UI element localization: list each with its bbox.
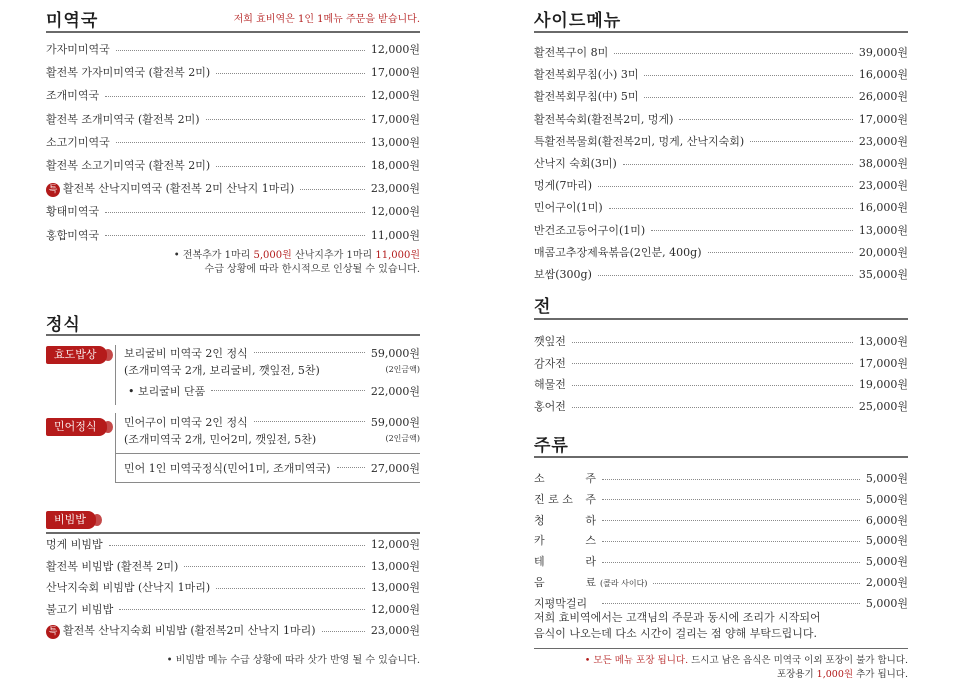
menu-item-label: 산낙지 숙회(3미) (534, 157, 617, 170)
menu-item-price: 12,000원 (370, 538, 420, 551)
menu-item-price: 26,000원 (858, 90, 908, 104)
leader-dots (602, 541, 860, 542)
menu-item-price: 11,000원 (370, 228, 420, 242)
section-rule (534, 648, 908, 649)
menu-item-name (46, 622, 316, 639)
divider (115, 453, 420, 454)
menu-item-label: 가자미미역국 (46, 43, 110, 56)
menu-item-label: 특활전복물회(활전복2미, 멍게, 산낙지숙회) (534, 134, 745, 148)
menu-item (534, 511, 908, 529)
leader-dots (572, 342, 853, 343)
menu-item-name (534, 470, 596, 486)
menu-item-price: 5,000원 (865, 596, 908, 610)
leader-dots (105, 212, 365, 213)
drink-name-part: 료 (585, 576, 596, 589)
menu-item-name (46, 203, 99, 219)
menu-item-price: 12,000원 (370, 43, 420, 56)
set-mineo-single (124, 459, 420, 476)
leader-dots (614, 53, 853, 54)
set-bracket (115, 345, 116, 405)
menu-item-price: 19,000원 (858, 378, 908, 392)
set-hyodo (124, 344, 420, 399)
menu-item-name (46, 601, 113, 617)
menu-item-price: 17,000원 (858, 356, 908, 370)
bibimbap-note: • 비빔밥 메뉴 수급 상황에 따라 삿가 반영 될 수 있습니다. (166, 655, 420, 666)
note-text: • 전복추가 1마리 (173, 250, 254, 261)
drink-name-part: 하 (585, 513, 596, 527)
menu-item (46, 202, 420, 220)
menu-item-price: 5,000원 (865, 555, 908, 569)
miyeokguk-note (46, 249, 420, 277)
menu-item-price: 25,000원 (858, 400, 908, 414)
section-rule (46, 532, 420, 534)
menu-item-label: 매콤고추장제육볶음(2인분, 400g) (534, 245, 702, 259)
menu-item-name (46, 41, 110, 57)
leader-dots (572, 363, 853, 364)
menu-item (534, 65, 908, 83)
menu-item (46, 578, 420, 596)
drink-note: (콜라 사이다) (600, 579, 648, 588)
badge-bibimbap: 비빔밥 (46, 511, 96, 529)
menu-item (534, 43, 908, 61)
menu-item-label: 조개미역국 (46, 89, 100, 103)
menu-item (534, 397, 908, 415)
set-line (124, 361, 420, 378)
leader-dots (119, 609, 365, 610)
badge-mineo-jeongsik: 민어정식 (46, 418, 107, 436)
menu-item-label: 보쌈(300g) (534, 268, 592, 281)
menu-item (534, 154, 908, 172)
menu-item-label: 반건조고등어구이(1미) (534, 223, 646, 237)
section-rule (534, 456, 908, 458)
takeout-notice: • 모든 메뉴 포장 됩니다. (584, 655, 689, 666)
leader-dots (572, 385, 853, 386)
menu-item-label: 활전복구이 8미 (534, 46, 609, 59)
menu-item-name (46, 134, 110, 150)
set-desc: (조개미역국 2개, 보리굴비, 깻잎전, 5찬) (124, 363, 320, 377)
menu-item-name (534, 512, 596, 528)
set-price: 59,000원 (370, 415, 420, 429)
menu-item-name (534, 553, 596, 569)
menu-item-price: 2,000원 (865, 576, 908, 589)
leader-dots (116, 142, 365, 143)
menu-item-name (534, 376, 566, 392)
menu-item-price: 13,000원 (370, 559, 420, 573)
menu-item-name (46, 558, 178, 574)
menu-item-price: 13,000원 (370, 135, 420, 149)
menu-item-price: 16,000원 (858, 201, 908, 215)
leader-dots (105, 235, 365, 236)
menu-item (46, 40, 420, 58)
drink-name-part: 소 (534, 472, 545, 485)
menu-item (46, 557, 420, 575)
section-rule (534, 318, 908, 320)
menu-item-label: 멍게(7마리) (534, 179, 593, 193)
leader-dots (602, 603, 860, 604)
takeout-text: 추가 됩니다. (853, 669, 908, 680)
menu-item-price: 23,000원 (370, 182, 420, 196)
menu-item (534, 176, 908, 194)
menu-item-label: 감자전 (534, 356, 566, 370)
menu-item-name (534, 574, 647, 590)
menu-item-price: 17,000원 (858, 112, 908, 126)
divider (115, 482, 420, 483)
leader-dots (644, 97, 852, 98)
set-desc: (조개미역국 2개, 민어2미, 깻잎전, 5찬) (124, 432, 317, 446)
menu-item-name (534, 133, 744, 149)
menu-item (534, 110, 908, 128)
menu-item-price: 6,000원 (865, 513, 908, 527)
set-name: • 보리굴비 단품 (128, 384, 206, 398)
menu-item-name (534, 491, 596, 507)
menu-item-label: 활전복회무침(中) 5미 (534, 90, 639, 104)
leader-dots (644, 75, 852, 76)
menu-item (46, 86, 420, 104)
leader-dots (598, 275, 853, 276)
leader-dots (322, 631, 365, 632)
menu-item-label: 활전복 산낙지미역국 (활전복 2미 산낙지 1마리) (63, 181, 295, 195)
info-line: 음식이 나오는데 다소 시간이 걸리는 점 양해 부탁드립니다. (534, 627, 817, 640)
menu-item-name (534, 111, 673, 127)
menu-item (534, 490, 908, 508)
menu-item (46, 63, 420, 81)
leader-dots (216, 588, 365, 589)
menu-item-name (534, 155, 617, 171)
menu-item-label: 불고기 비빔밥 (46, 602, 114, 616)
menu-item-price: 38,000원 (858, 157, 908, 170)
menu-item-label: 깻잎전 (534, 335, 566, 348)
menu-item-name (534, 199, 603, 215)
leader-dots (750, 141, 853, 142)
special-mark-icon: 특 (46, 183, 60, 197)
menu-item-price: 5,000원 (865, 534, 908, 548)
menu-item-name (46, 227, 99, 243)
menu-item-label: 활전복회무침(小) 3미 (534, 68, 639, 82)
set-line (124, 459, 420, 476)
menu-item-name (534, 398, 566, 414)
leader-dots (116, 50, 365, 51)
section-rule (534, 31, 908, 33)
menu-item-name (534, 244, 702, 260)
menu-item (46, 600, 420, 618)
menu-item (534, 552, 908, 570)
menu-item-name (46, 579, 210, 595)
container-price: 1,000원 (816, 669, 854, 680)
menu-item (534, 243, 908, 261)
menu-item-label: 활전복 소고기미역국 (활전복 2미) (46, 159, 211, 172)
menu-item-price: 20,000원 (858, 245, 908, 259)
menu-item-price: 23,000원 (858, 179, 908, 193)
leader-dots (602, 499, 860, 500)
section-title-side: 사이드메뉴 (534, 11, 622, 31)
menu-item-label: 해물전 (534, 378, 566, 392)
set-sub: (2인금액) (385, 434, 420, 443)
menu-item-label: 활전복 가자미미역국 (활전복 2미) (46, 66, 211, 80)
menu-item (46, 621, 420, 639)
set-price: 27,000원 (370, 461, 420, 475)
note-price: 5,000원 (253, 250, 292, 261)
set-bracket (115, 413, 116, 483)
leader-dots (623, 164, 853, 165)
set-name: 보리굴비 미역국 2인 정식 (124, 346, 248, 360)
set-name: 민어 1인 미역국정식(민어1미, 조개미역국) (124, 461, 331, 475)
menu-item-price: 35,000원 (858, 268, 908, 281)
menu-item-name (534, 222, 645, 238)
note-text: 수급 상황에 따라 한시적으로 인상될 수 있습니다. (204, 264, 420, 275)
leader-dots (602, 520, 860, 521)
leader-dots (609, 208, 853, 209)
drink-name-part: 주 (585, 492, 596, 506)
menu-item-label: 활전복숙회(활전복2미, 멍게) (534, 112, 674, 126)
menu-item-name (46, 180, 294, 197)
leader-dots (206, 119, 365, 120)
menu-item (534, 469, 908, 487)
menu-item-price: 18,000원 (370, 159, 420, 172)
leader-dots (105, 96, 365, 97)
set-line (124, 430, 420, 447)
menu-item-label: 소고기미역국 (46, 135, 110, 149)
leader-dots (300, 189, 365, 190)
special-mark-icon: 특 (46, 625, 60, 639)
menu-item (534, 265, 908, 283)
leader-dots (211, 390, 365, 391)
info-line: 저희 효비역에서는 고객님의 주문과 동시에 조리가 시작되어 (534, 611, 821, 624)
leader-dots (254, 352, 365, 353)
menu-item (534, 221, 908, 239)
menu-item (534, 354, 908, 372)
leader-dots (679, 119, 852, 120)
drink-name-part: 주 (585, 472, 596, 485)
badge-hyodo-bapsang: 효도밥상 (46, 346, 107, 364)
section-title-jeongsik: 정식 (46, 315, 81, 335)
menu-item-price: 17,000원 (370, 66, 420, 80)
drink-name-part: 청 (534, 513, 545, 527)
menu-item (534, 87, 908, 105)
note-text: 산낙지추가 1마리 (291, 250, 376, 261)
menu-item (534, 375, 908, 393)
leader-dots (572, 407, 853, 408)
leader-dots (337, 467, 365, 468)
menu-item-name (534, 355, 566, 371)
leader-dots (651, 230, 853, 231)
menu-item-price: 17,000원 (370, 112, 420, 126)
takeout-text: 드시고 남은 음식은 미역국 이외 포장이 불가 합니다. (688, 655, 908, 666)
menu-item-price: 39,000원 (858, 46, 908, 59)
menu-item-name (534, 66, 638, 82)
menu-item-price: 13,000원 (370, 581, 420, 594)
leader-dots (653, 583, 859, 584)
menu-item-label: 민어구이(1미) (534, 201, 603, 215)
set-sub: (2인금액) (385, 365, 420, 374)
menu-item-label: 멍게 비빔밥 (46, 538, 103, 551)
drink-name-part: 테 (534, 555, 545, 569)
menu-item-price: 23,000원 (858, 134, 908, 148)
menu-item-price: 5,000원 (865, 492, 908, 506)
menu-item-name (534, 532, 596, 548)
drink-name-part: 카 (534, 534, 545, 548)
menu-item (46, 110, 420, 128)
set-line (124, 413, 420, 430)
drink-name-part: 진 로 소 (534, 492, 573, 506)
menu-item-price: 12,000원 (370, 602, 420, 616)
menu-item-price: 23,000원 (370, 624, 420, 637)
menu-item-label: 홍어전 (534, 400, 566, 414)
menu-item-name (46, 64, 210, 80)
drink-name-part: 지평막걸리 (534, 596, 588, 610)
leader-dots (602, 479, 860, 480)
menu-item-price: 13,000원 (858, 223, 908, 237)
note-price: 11,000원 (375, 250, 420, 261)
drink-name-part: 음 (534, 576, 545, 589)
menu-item-name (534, 44, 608, 60)
leader-dots (216, 166, 365, 167)
section-title-juryu: 주류 (534, 436, 569, 456)
takeout-text: 포장용기 (776, 669, 817, 680)
takeout-footer (534, 654, 908, 682)
section-title-miyeokguk: 미역국 (46, 11, 99, 31)
drink-name-part: 스 (585, 534, 596, 548)
leader-dots (254, 421, 365, 422)
order-notice: 저희 효비역은 1인 1메뉴 주문을 받습니다. (233, 14, 420, 25)
menu-item-name (534, 595, 596, 611)
set-price: 22,000원 (370, 384, 420, 398)
leader-dots (708, 252, 853, 253)
menu-item-name (46, 111, 200, 127)
section-title-jeon: 전 (534, 297, 552, 317)
set-price: 59,000원 (370, 346, 420, 360)
menu-item (534, 531, 908, 549)
set-mineo (124, 413, 420, 447)
menu-item-label: 활전복 산낙지숙회 비빔밥 (활전복2미 산낙지 1마리) (63, 623, 316, 637)
menu-item-name (534, 333, 566, 349)
menu-item-label: 황태미역국 (46, 205, 100, 219)
menu-item-label: 활전복 조개미역국 (활전복 2미) (46, 112, 200, 126)
menu-item-name (534, 266, 592, 282)
menu-item-name (46, 536, 103, 552)
menu-item-name (46, 157, 210, 173)
menu-item (46, 156, 420, 174)
menu-item (46, 226, 420, 244)
section-rule (46, 334, 420, 336)
set-name: 민어구이 미역국 2인 정식 (124, 415, 248, 429)
drink-name-part: 라 (585, 555, 596, 569)
menu-item-price: 12,000원 (370, 205, 420, 219)
menu-item (46, 179, 420, 197)
menu-item (534, 332, 908, 350)
leader-dots (598, 186, 853, 187)
leader-dots (216, 73, 365, 74)
menu-item-price: 5,000원 (865, 472, 908, 485)
leader-dots (109, 545, 365, 546)
menu-item-label: 홍합미역국 (46, 228, 100, 242)
menu-item-price: 16,000원 (858, 68, 908, 82)
menu-item-label: 산낙지숙회 비빔밥 (산낙지 1마리) (46, 581, 211, 594)
menu-item-name (534, 177, 592, 193)
menu-item-price: 13,000원 (858, 335, 908, 348)
menu-item (534, 198, 908, 216)
leader-dots (184, 566, 365, 567)
menu-item (534, 132, 908, 150)
menu-item-price: 12,000원 (370, 89, 420, 103)
set-line (124, 344, 420, 361)
set-line (124, 382, 420, 399)
menu-item (534, 573, 908, 591)
section-rule (46, 31, 420, 33)
cooking-info (534, 610, 908, 642)
menu-item (46, 535, 420, 553)
menu-item-name (534, 88, 638, 104)
leader-dots (602, 562, 860, 563)
menu-item (46, 133, 420, 151)
menu-item-label: 활전복 비빔밥 (활전복 2미) (46, 559, 179, 573)
menu-item-name (46, 87, 99, 103)
